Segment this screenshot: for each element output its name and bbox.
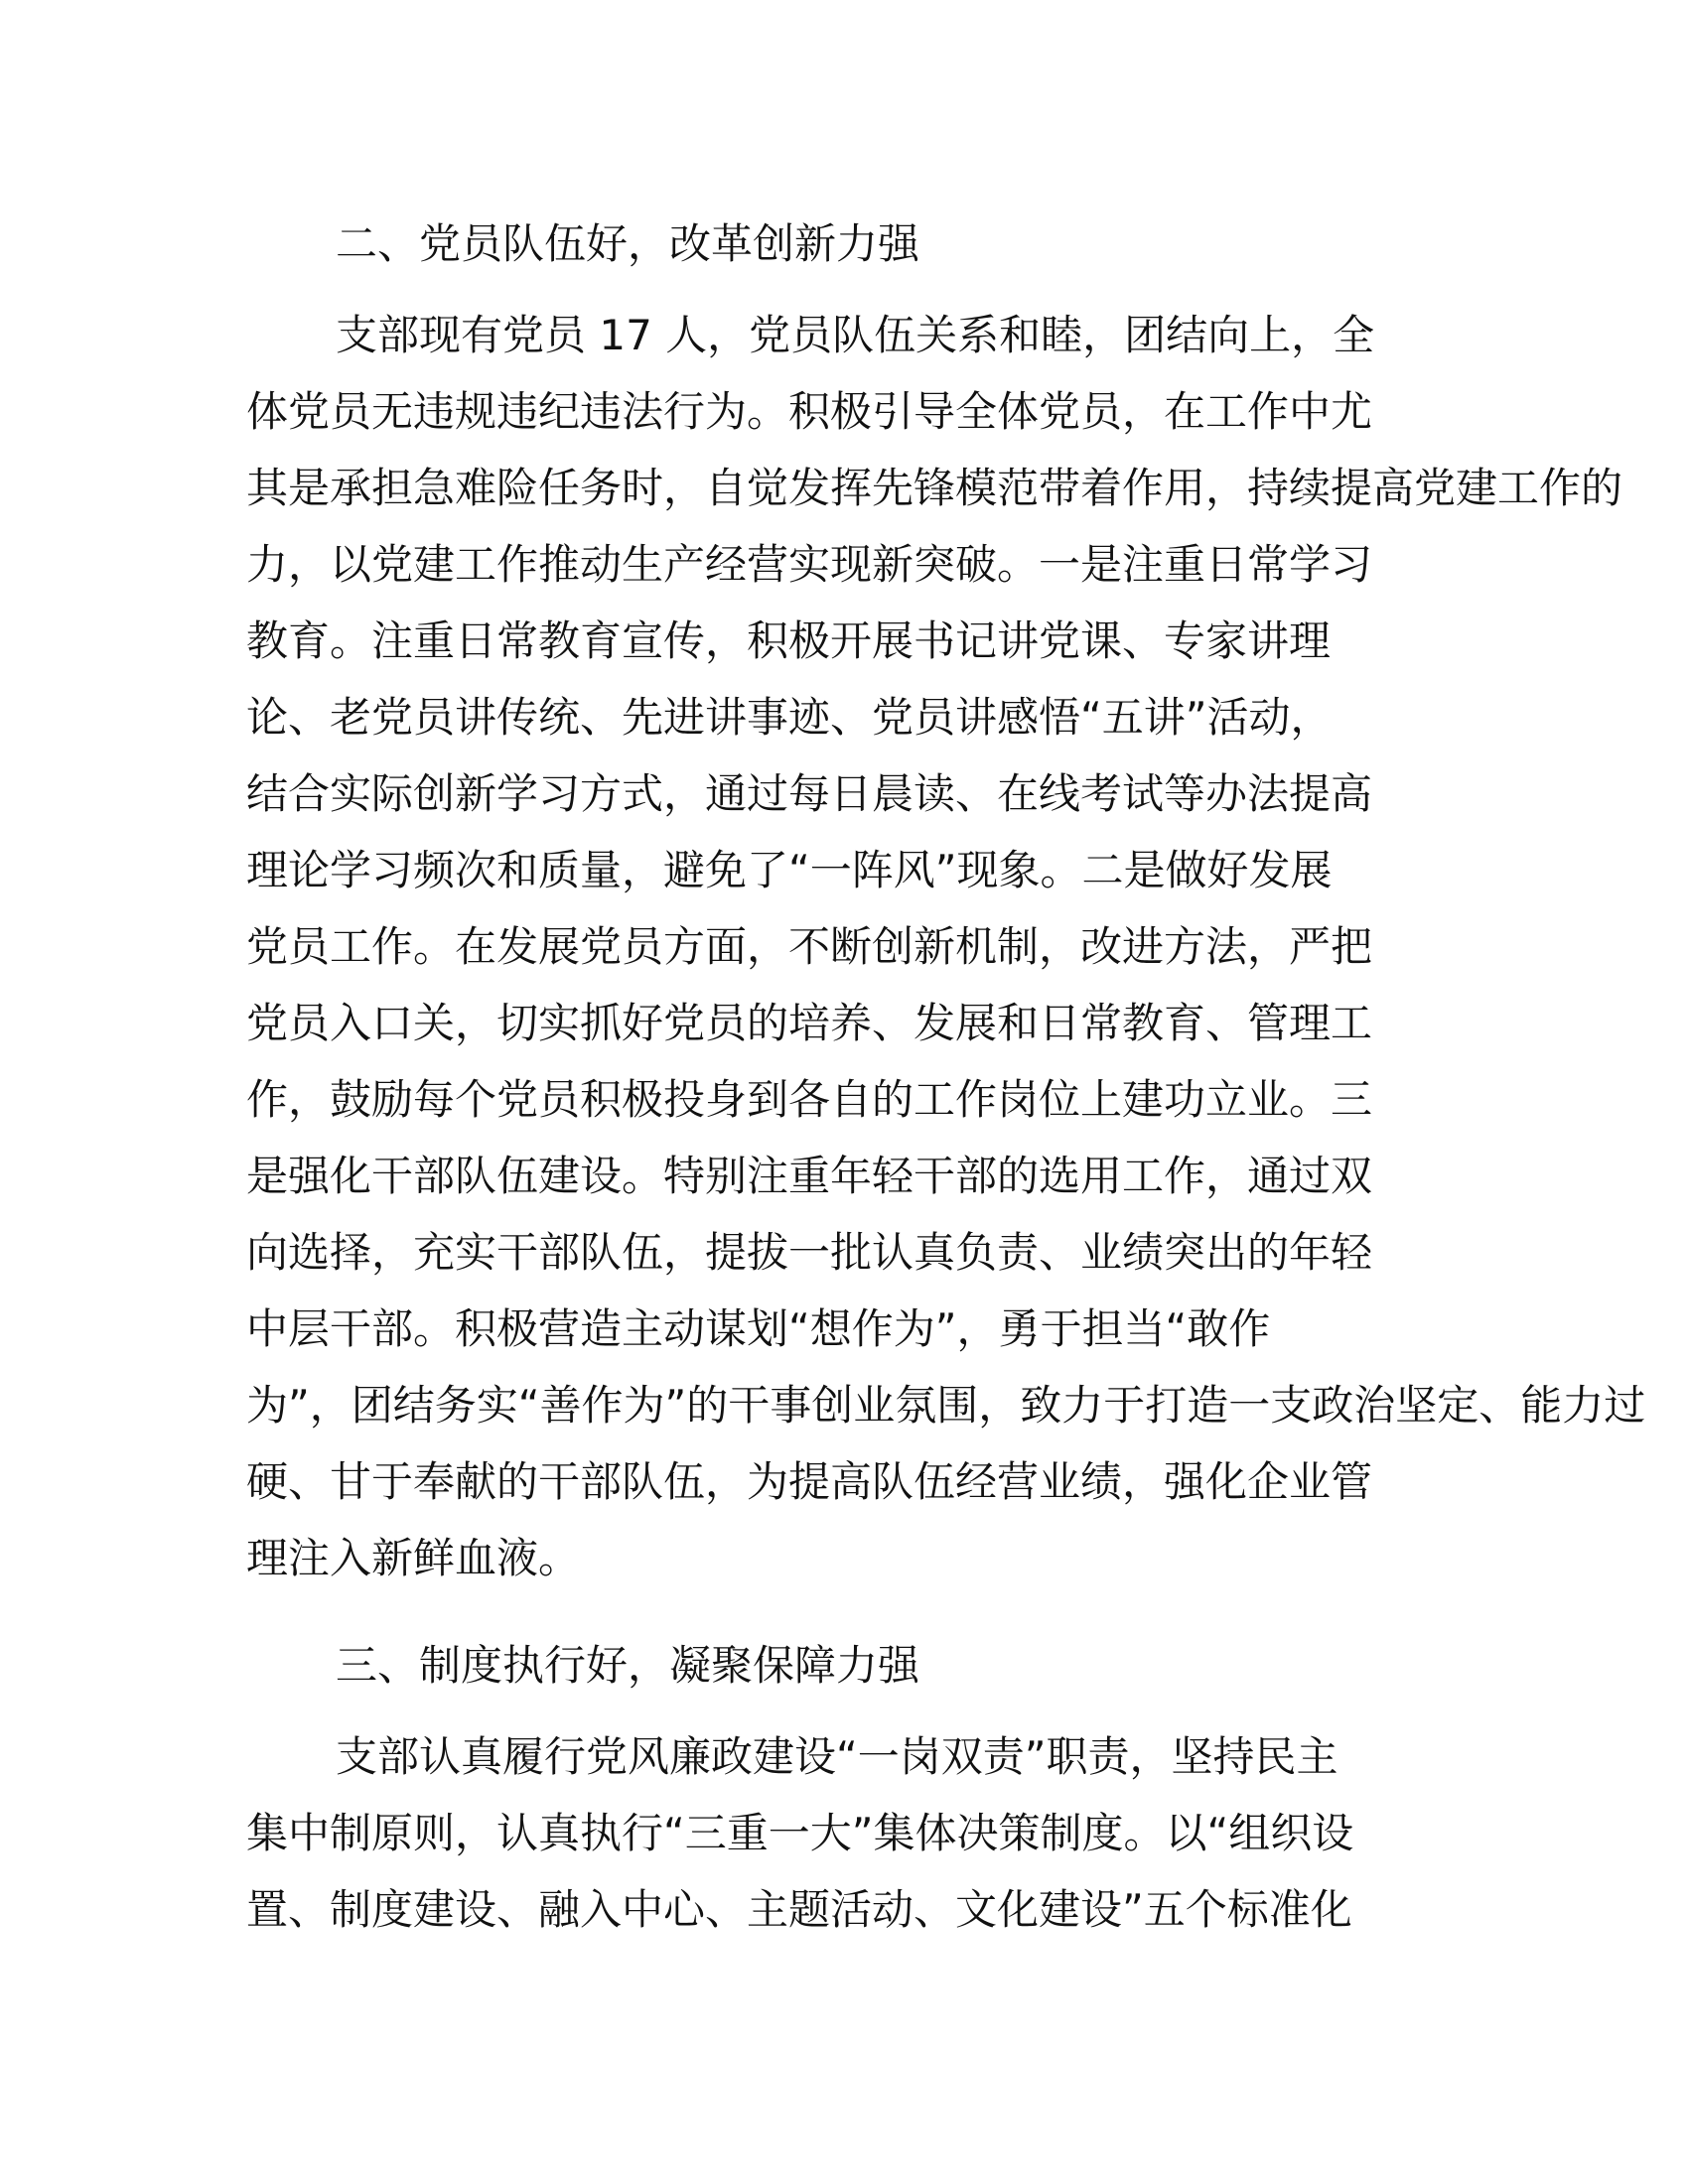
- paragraph-line: 中层干部。积极营造主动谋划“想作为”，勇于担当“敢作: [246, 1304, 1271, 1353]
- paragraph-line: 硬、甘于奉献的干部队伍，为提高队伍经营业绩，强化企业管: [246, 1457, 1373, 1506]
- paragraph-line: 党员入口关，切实抓好党员的培养、发展和日常教育、管理工: [246, 999, 1373, 1047]
- paragraph-line: 为”，团结务实“善作为”的干事创业氛围，致力于打造一支政治坚定、能力过: [246, 1381, 1646, 1430]
- paragraph-line: 论、老党员讲传统、先进讲事迹、党员讲感悟“五讲”活动，: [246, 693, 1333, 742]
- paragraph-line: 支部现有党员 17 人，党员队伍关系和睦，团结向上，全: [336, 311, 1375, 359]
- paragraph-line: 是强化干部队伍建设。特别注重年轻干部的选用工作，通过双: [246, 1152, 1373, 1200]
- paragraph-line: 向选择，充实干部队伍，提拔一批认真负责、业绩突出的年轻: [246, 1228, 1373, 1277]
- paragraph-line: 力，以党建工作推动生产经营实现新突破。一是注重日常学习: [246, 540, 1373, 589]
- paragraph-line: 理论学习频次和质量，避免了“一阵风”现象。二是做好发展: [246, 846, 1333, 894]
- paragraph-line: 其是承担急难险任务时，自觉发挥先锋模范带着作用，持续提高党建工作的: [246, 464, 1623, 512]
- paragraph-line: 支部认真履行党风廉政建设“一岗双责”职责，坚持民主: [336, 1732, 1338, 1781]
- paragraph-line: 集中制原则，认真执行“三重一大”集体决策制度。以“组织设: [246, 1809, 1354, 1857]
- paragraph-line: 作，鼓励每个党员积极投身到各自的工作岗位上建功立业。三: [246, 1075, 1373, 1124]
- paragraph-line: 教育。注重日常教育宣传，积极开展书记讲党课、专家讲理: [246, 616, 1332, 665]
- paragraph-line: 理注入新鲜血液。: [246, 1534, 581, 1582]
- section-heading: 二、党员队伍好，改革创新力强: [336, 219, 920, 268]
- paragraph-line: 党员工作。在发展党员方面，不断创新机制，改进方法，严把: [246, 922, 1373, 971]
- paragraph-line: 结合实际创新学习方式，通过每日晨读、在线考试等办法提高: [246, 769, 1373, 818]
- section-heading: 三、制度执行好，凝聚保障力强: [336, 1641, 920, 1690]
- paragraph-line: 置、制度建设、融入中心、主题活动、文化建设”五个标准化: [246, 1885, 1352, 1934]
- paragraph-line: 体党员无违规违纪违法行为。积极引导全体党员，在工作中尤: [246, 387, 1373, 436]
